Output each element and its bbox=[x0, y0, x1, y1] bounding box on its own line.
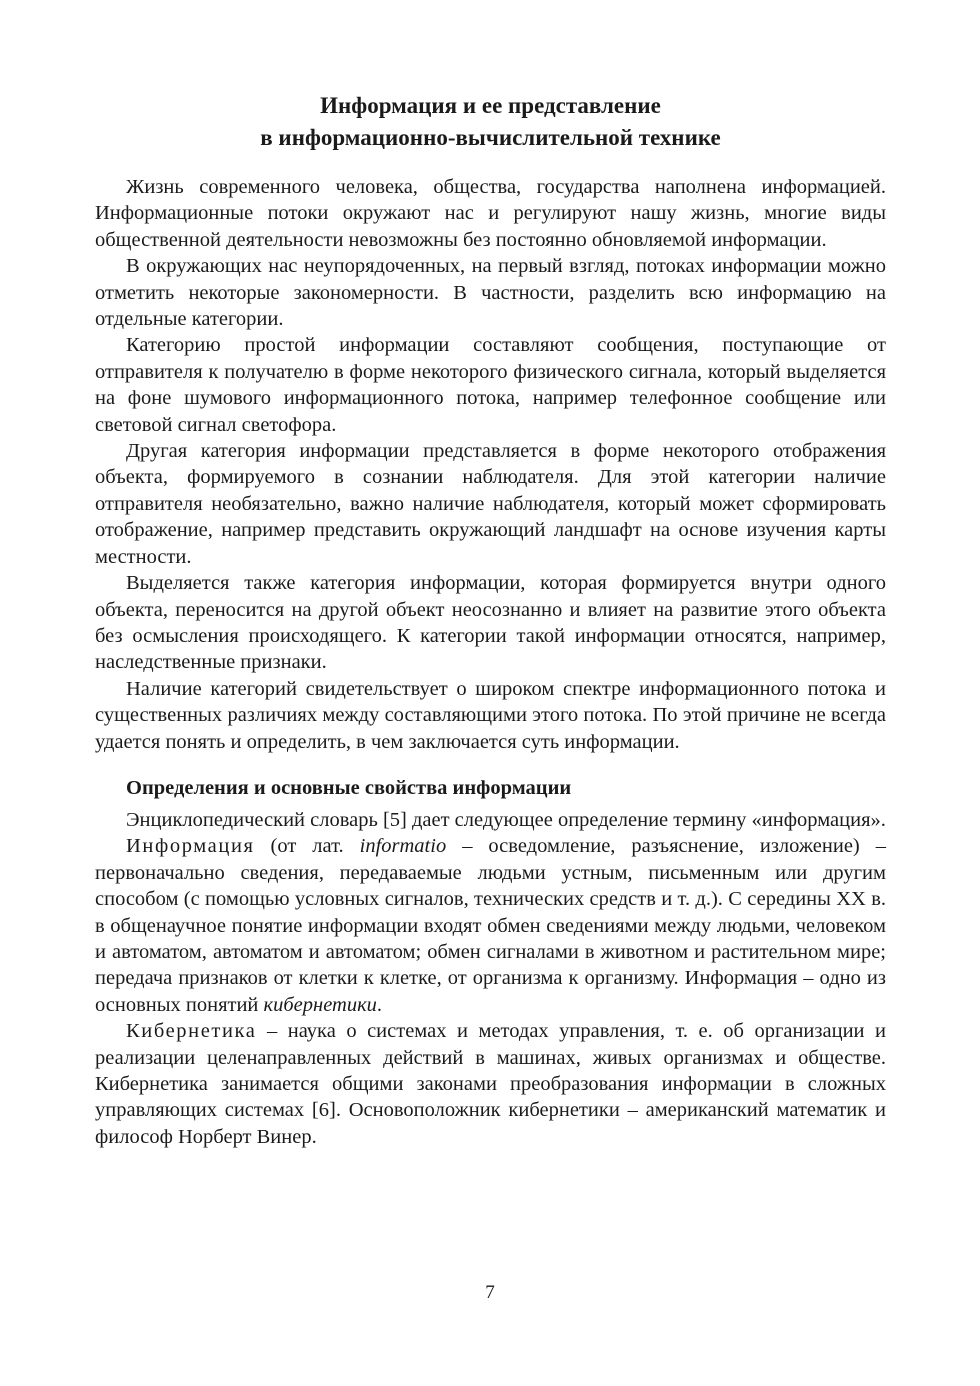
chapter-title-line-1: Информация и ее представление bbox=[320, 93, 661, 118]
term-information: Информация bbox=[126, 835, 255, 858]
definition-text-b: – осведомление, разъяснение, изложение) – первоначально сведения, передаваемые людьми устным, письменным или другим способом (с помощью условных сигналов, технических средств и т. д.). С середины XX в. в общенаучное понятие информации входят обмен сведениями между людьми, человеком и автоматом, автоматом и автоматом; обмен сигналами в животном и растительном мире; передача признаков от клетки к клетке, от организма к организму. Информация – одно из основных понятий bbox=[95, 835, 886, 1016]
latin-term: informatio bbox=[359, 835, 447, 858]
paragraph-1: Жизнь современного человека, общества, государства наполнена информацией. Информационные потоки окружают нас и регулируют нашу жизнь, многие виды общественной деятельности невозможны без постоянно обновляемой информации. bbox=[95, 176, 886, 251]
paragraph-3: Категорию простой информации составляют сообщения, поступающие от отправителя к получателю в форме некоторого физического сигнала, который выделяется на фоне шумового информационного потока, например телефонное сообщение или световой сигнал светофора. bbox=[95, 334, 886, 436]
paragraph-6: Наличие категорий свидетельствует о широком спектре информационного потока и существенных различиях между составляющими этого потока. По этой причине не всегда удается понять и определить, в чем заключается суть информации. bbox=[95, 677, 886, 753]
cybernetics-text: – наука о системах и методах управления, т. е. об организации и реализации целенаправленных действий в машинах, живых организмах и обществе. Кибернетика занимается общими законами преобразования информации в сложных управляющих системах [6]. Основоположник кибернетики – американский математик и философ Норберт Винер. bbox=[95, 1020, 886, 1148]
paragraph-2: В окружающих нас неупорядоченных, на первый взгляд, потоках информации можно отметить некоторые закономерности. В частности, разделить всю информацию на отдельные категории. bbox=[95, 255, 886, 331]
cybernetics-definition-paragraph bbox=[95, 1018, 886, 1150]
page-number: 7 bbox=[485, 1282, 495, 1303]
definition-text-a: (от лат. bbox=[254, 835, 360, 858]
document-page bbox=[95, 90, 886, 1150]
definition-intro-paragraph: Энциклопедический словарь [5] дает следующее определение термину «информация». bbox=[126, 808, 886, 831]
cybernetics-italic: кибернетики bbox=[263, 993, 377, 1016]
term-cybernetics: Кибернетика bbox=[126, 1020, 257, 1043]
information-definition-paragraph bbox=[95, 833, 886, 1018]
paragraph-5: Выделяется также категория информации, которая формируется внутри одного объекта, переносится на другой объект неосознанно и влияет на развитие этого объекта без осмысления происходящего. К категории такой информации относятся, например, наследственные признаки. bbox=[95, 572, 886, 674]
chapter-title bbox=[95, 90, 886, 154]
chapter-title-line-2: в информационно-вычислительной технике bbox=[260, 125, 721, 150]
paragraph-4: Другая категория информации представляется в форме некоторого отображения объекта, формируемого в сознании наблюдателя. Для этой категории наличие отправителя необязательно, важно наличие наблюдателя, который может сформировать отображение, например представить окружающий ландшафт на основе изучения карты местности. bbox=[95, 440, 886, 568]
definition-text-c: . bbox=[376, 993, 383, 1016]
section-heading: Определения и основные свойства информации bbox=[126, 776, 572, 799]
